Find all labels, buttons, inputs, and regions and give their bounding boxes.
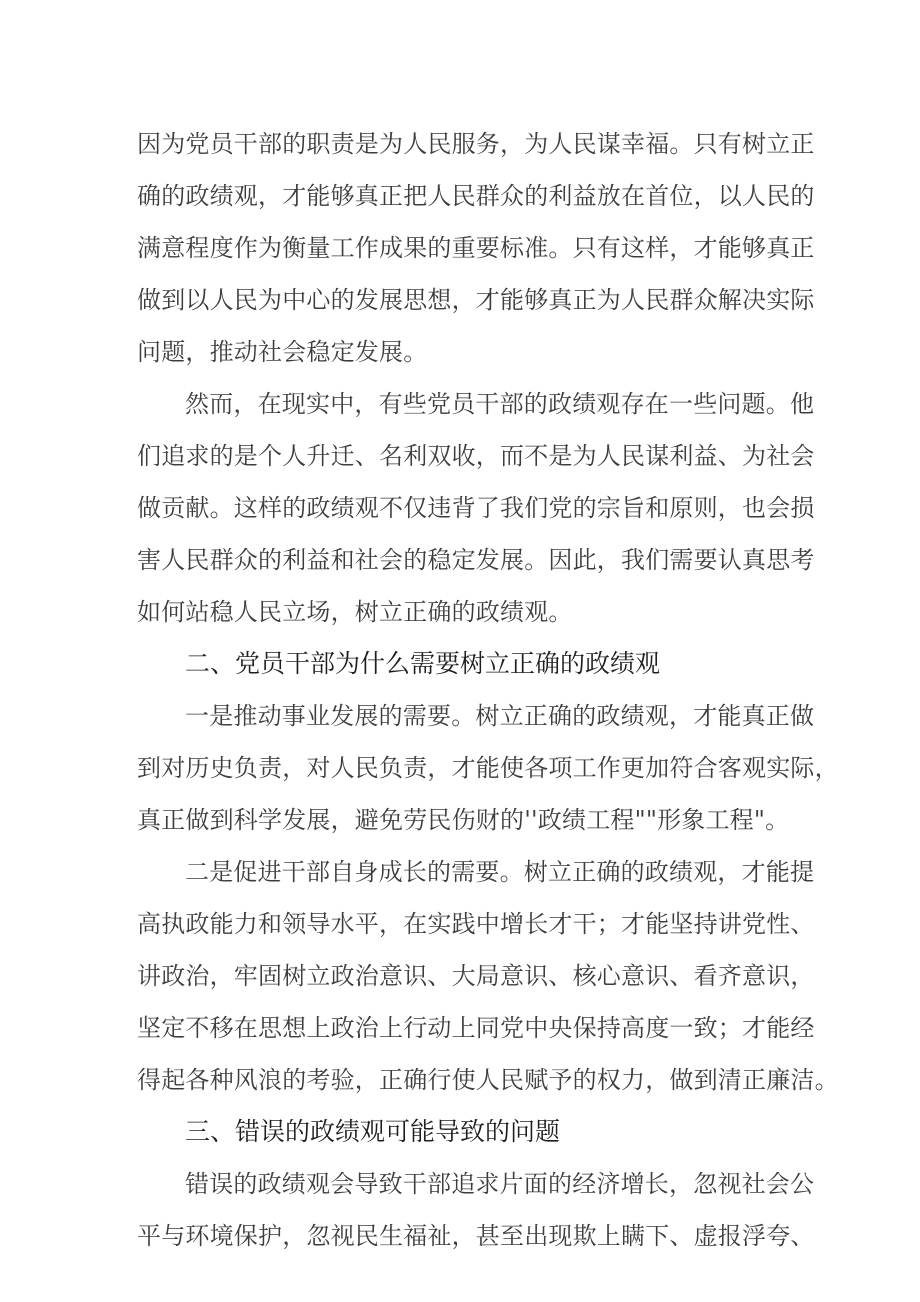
text-line: 坚定不移在思想上政治上行动上同党中央保持高度一致；才能经 xyxy=(137,1014,815,1042)
text-line: 讲政治，牢固树立政治意识、大局意识、核心意识、看齐意识， xyxy=(137,962,815,990)
text-line: 确的政绩观，才能够真正把人民群众的利益放在首位，以人民的 xyxy=(137,182,815,210)
text-line: 二是促进干部自身成长的需要。树立正确的政绩观，才能提 xyxy=(185,858,815,886)
text-line: 真正做到科学发展，避免劳民伤财的''政绩工程""形象工程"。 xyxy=(137,806,790,834)
text-line: 高执政能力和领导水平，在实践中增长才干；才能坚持讲党性、 xyxy=(137,910,815,938)
text-line: 们追求的是个人升迁、名利双收，而不是为人民谋利益、为社会 xyxy=(137,442,815,470)
section-heading-two: 二、党员干部为什么需要树立正确的政绩观 xyxy=(185,649,661,678)
text-line: 错误的政绩观会导致干部追求片面的经济增长，忽视社会公 xyxy=(185,1170,815,1198)
paragraph-wrong-view xyxy=(137,1158,815,1262)
text-line: 到对历史负责，对人民负责，才能使各项工作更加符合客观实际， xyxy=(137,754,839,782)
text-line: 如何站稳人民立场，树立正确的政绩观。 xyxy=(137,598,573,626)
text-line: 平与环境保护，忽视民生福祉，甚至出现欺上瞒下、虚报浮夸、 xyxy=(137,1222,815,1250)
text-line: 做贡献。这样的政绩观不仅违背了我们党的宗旨和原则，也会损 xyxy=(137,494,815,522)
text-line: 因为党员干部的职责是为人民服务，为人民谋幸福。只有树立正 xyxy=(137,130,815,158)
text-line: 得起各种风浪的考验，正确行使人民赋予的权力，做到清正廉洁。 xyxy=(137,1066,839,1094)
text-line: 满意程度作为衡量工作成果的重要标准。只有这样，才能够真正 xyxy=(137,234,815,262)
text-line: 一是推动事业发展的需要。树立正确的政绩观，才能真正做 xyxy=(185,702,815,730)
paragraph-responsibility xyxy=(137,118,815,378)
document-body xyxy=(137,118,839,1262)
text-line: 害人民群众的利益和社会的稳定发展。因此，我们需要认真思考 xyxy=(137,546,815,574)
paragraph-problems xyxy=(137,378,815,638)
text-line: 问题，推动社会稳定发展。 xyxy=(137,338,428,366)
paragraph-self-growth xyxy=(137,846,839,1106)
text-line: 做到以人民为中心的发展思想，才能够真正为人民群众解决实际 xyxy=(137,286,815,314)
text-line: 然而，在现实中，有些党员干部的政绩观存在一些问题。他 xyxy=(185,390,815,418)
section-heading-three: 三、错误的政绩观可能导致的问题 xyxy=(185,1117,561,1146)
paragraph-career-development xyxy=(137,690,839,846)
